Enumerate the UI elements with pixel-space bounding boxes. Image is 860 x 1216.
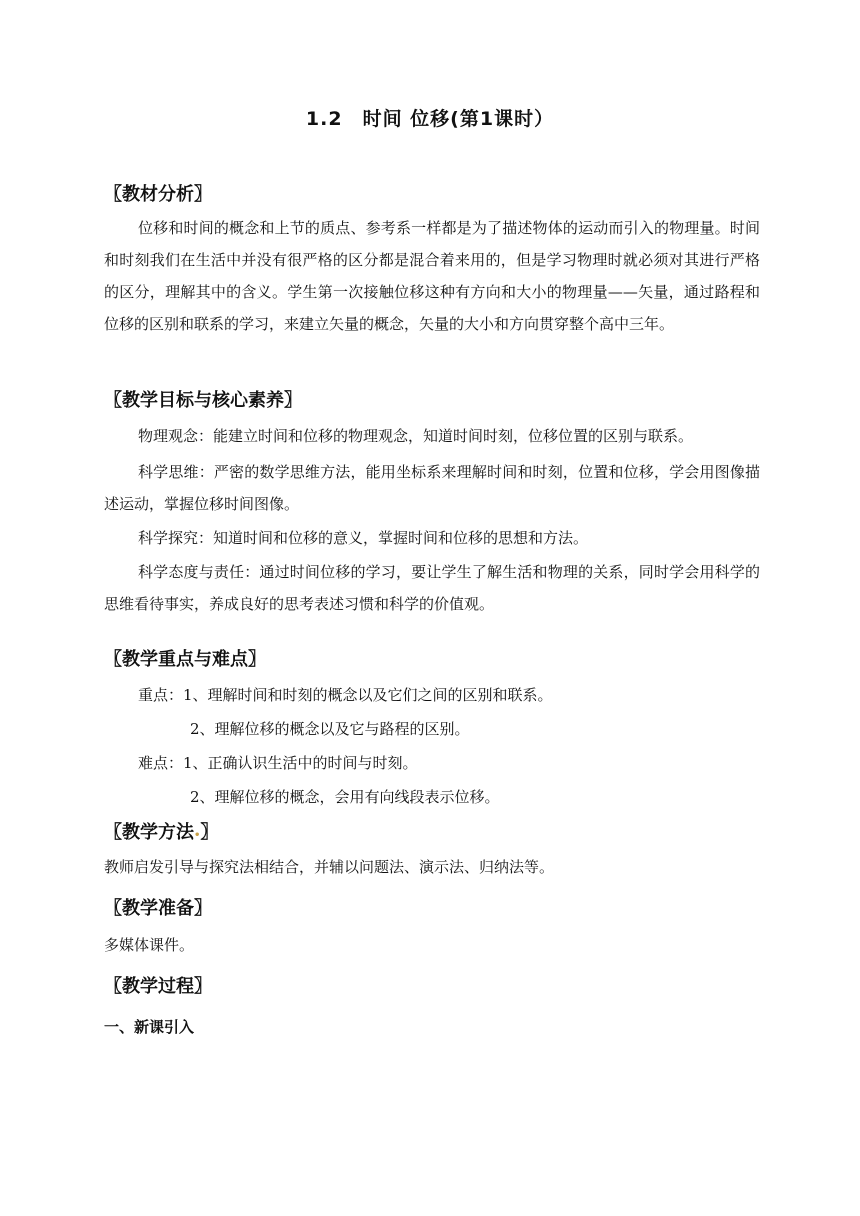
goal-item-scientific-inquiry: 科学探究：知道时间和位移的意义，掌握时间和位移的思想和方法。 [138, 529, 589, 547]
methods-heading-bracket: 〗 [200, 822, 219, 843]
section-heading-goals: 〖教学目标与核心素养〗 [104, 390, 302, 411]
methods-heading-text: 〖教学方法 [104, 822, 194, 843]
section-heading-keypoints: 〖教学重点与难点〗 [104, 649, 266, 670]
process-subheading-intro: 一、新课引入 [104, 1018, 195, 1036]
goal-item-scientific-thinking: 科学思维：严密的数学思维方法，能用坐标系来理解时间和时刻，位置和位移，学会用图像描述运动，掌握位移时间图像。 [104, 463, 760, 513]
section-heading-methods [104, 818, 218, 844]
ink-dot-mark: • [194, 830, 201, 841]
section-heading-process: 〖教学过程〗 [104, 976, 212, 997]
page-title: 1.2 时间 位移(第1课时） [305, 108, 555, 130]
goal-item-scientific-attitude: 科学态度与责任：通过时间位移的学习，要让学生了解生活和物理的关系，同时学会用科学的思维看待事实，养成良好的思考表述习惯和科学的价值观。 [104, 563, 760, 613]
key-point-1: 重点：1、理解时间和时刻的概念以及它们之间的区别和联系。 [138, 686, 553, 704]
goal-item-physics-concept: 物理观念：能建立时间和位移的物理观念，知道时间时刻，位移位置的区别与联系。 [138, 427, 694, 445]
difficulty-1: 难点：1、正确认识生活中的时间与时刻。 [138, 754, 418, 772]
key-point-2: 2、理解位移的概念以及它与路程的区别。 [190, 720, 470, 738]
section-heading-analysis: 〖教材分析〗 [104, 184, 212, 205]
methods-paragraph: 教师启发引导与探究法相结合，并辅以问题法、演示法、归纳法等。 [104, 858, 555, 876]
prep-paragraph: 多媒体课件。 [104, 936, 195, 954]
section-heading-prep: 〖教学准备〗 [104, 898, 212, 919]
difficulty-2: 2、理解位移的概念，会用有向线段表示位移。 [190, 788, 500, 806]
analysis-paragraph: 位移和时间的概念和上节的质点、参考系一样都是为了描述物体的运动而引入的物理量。时间和时刻我们在生活中并没有很严格的区分都是混合着来用的，但是学习物理时就必须对其进行严格的区分，理解其中的含义。学生第一次接触位移这种有方向和大小的物理量——矢量，通过路程和位移的区别和联系的学习，来建立矢量的概念，矢量的大小和方向贯穿整个高中三年。 [104, 219, 760, 333]
